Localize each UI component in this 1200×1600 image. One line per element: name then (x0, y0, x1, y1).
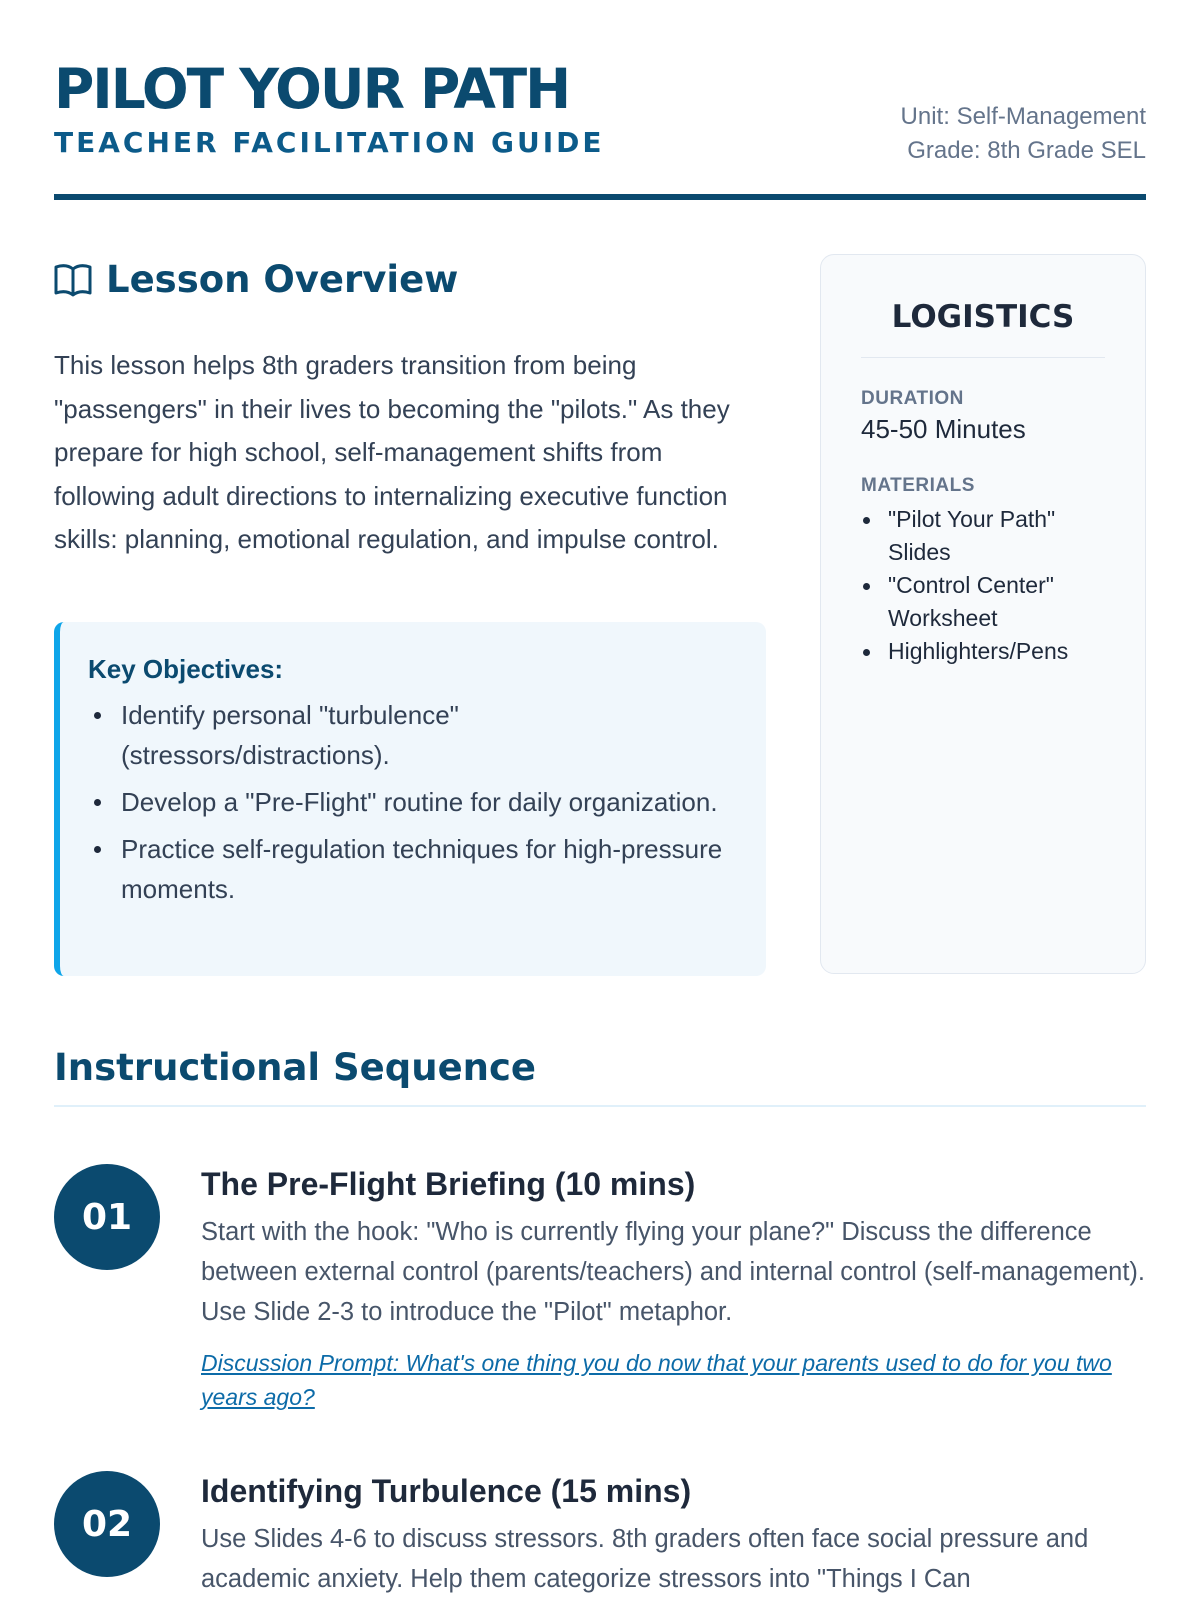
list-item: "Control Center" Worksheet (861, 569, 1105, 635)
step-description: Start with the hook: "Who is currently flying your plane?" Discuss the difference between external control (parents/teachers) and internal control (self-management). Use Slide 2-3 to introduce the "Pilot" metaphor. (201, 1218, 1145, 1326)
step-body (201, 1164, 1146, 1414)
instructional-sequence-heading: Instructional Sequence (54, 1046, 537, 1089)
step-number-badge: 02 (54, 1471, 160, 1577)
grade-label: Grade: 8th Grade SEL (907, 137, 1146, 164)
step-title: Identifying Turbulence (15 mins) (201, 1473, 692, 1509)
logistics-heading: LOGISTICS (861, 299, 1105, 358)
step-body (201, 1471, 1146, 1599)
lesson-overview-title: Lesson Overview (106, 258, 459, 301)
lesson-overview-section (54, 256, 766, 904)
list-item: "Pilot Your Path" Slides (861, 503, 1105, 569)
lesson-overview-body: This lesson helps 8th graders transition from being "passengers" in their lives to becoming the "pilots." As they prepare for high school, self-management shifts from following adult directions to internalizing executive function skills: planning, emotional regulation, and impulse control. (54, 350, 730, 554)
logistics-card (820, 254, 1146, 974)
step-title: The Pre-Flight Briefing (10 mins) (201, 1166, 696, 1202)
materials-label: MATERIALS (861, 475, 975, 496)
list-item: Develop a "Pre-Flight" routine for daily organization. (88, 782, 734, 822)
list-item: Highlighters/Pens (861, 635, 1105, 668)
step-description: Use Slides 4-6 to discuss stressors. 8th graders often face social pressure and academic anxiety. Help them categorize stressors into "Things I Can (201, 1525, 1089, 1593)
key-objectives-callout (54, 622, 766, 976)
unit-label: Unit: Self-Management (900, 103, 1146, 130)
duration-value: 45-50 Minutes (861, 414, 1026, 444)
discussion-prompt-link[interactable]: Discussion Prompt: What's one thing you do now that your parents used to do for you two years ago? (201, 1350, 1112, 1410)
materials-list (861, 503, 1105, 668)
list-item: Identify personal "turbulence" (stressors/distractions). (88, 695, 734, 775)
key-objectives-heading: Key Objectives: (88, 654, 284, 684)
list-item: Practice self-regulation techniques for high-pressure moments. (88, 829, 734, 909)
sequence-divider (54, 1105, 1146, 1107)
document-subtitle: TEACHER FACILITATION GUIDE (54, 126, 605, 159)
document-title: PILOT YOUR PATH (54, 57, 570, 121)
lesson-overview-heading (54, 256, 766, 304)
header-divider (54, 194, 1146, 200)
document-meta (901, 100, 1146, 168)
book-open-icon (54, 263, 92, 297)
step-number-badge: 01 (54, 1164, 160, 1270)
duration-label: DURATION (861, 388, 964, 409)
document-header (54, 56, 1146, 204)
key-objectives-list (88, 695, 734, 909)
page (54, 0, 1146, 1600)
